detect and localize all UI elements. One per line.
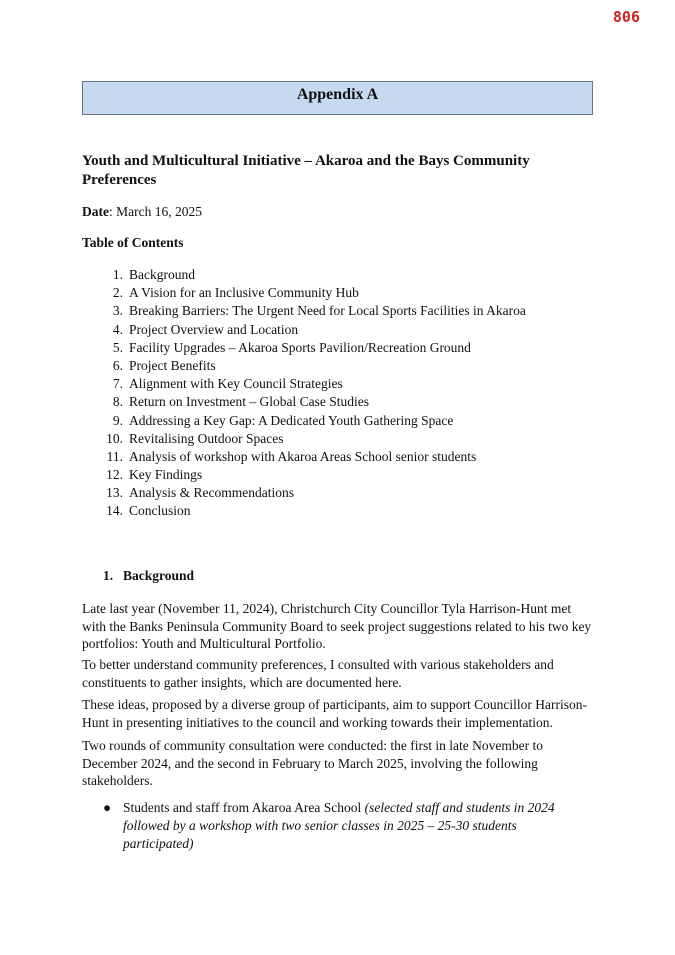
toc-item-number: 3. [112, 303, 123, 319]
toc-item-number: 9. [112, 412, 123, 428]
date-line [82, 204, 202, 220]
toc-item-number: 10. [106, 430, 123, 446]
table-of-contents [82, 266, 526, 521]
date-value: : March 16, 2025 [109, 204, 202, 219]
paragraph: These ideas, proposed by a diverse group of participants, aim to support Councillor Harrison-Hunt in presenting initiatives to the council and working towards their implementation. [82, 697, 588, 730]
toc-item-text: Return on Investment – Global Case Studies [129, 394, 369, 410]
toc-item-text: Breaking Barriers: The Urgent Need for Local Sports Facilities in Akaroa [129, 303, 526, 319]
toc-item-number: 2. [112, 285, 123, 301]
toc-item-number: 6. [112, 357, 123, 373]
toc-item [82, 302, 526, 320]
toc-item [82, 339, 526, 357]
toc-item-text: Addressing a Key Gap: A Dedicated Youth Gathering Space [129, 412, 454, 428]
toc-item [82, 284, 526, 302]
toc-item-number: 14. [106, 503, 123, 519]
toc-item-text: Revitalising Outdoor Spaces [129, 430, 284, 446]
toc-item-number: 5. [112, 339, 123, 355]
bullet-icon: ● [103, 800, 112, 815]
toc-item-text: Project Benefits [129, 357, 216, 373]
toc-item-text: Analysis & Recommendations [129, 485, 294, 501]
paragraph: Late last year (November 11, 2024), Christchurch City Councillor Tyla Harrison-Hunt met with the Banks Peninsula Community Board to seek project suggestions related to his two key portfolios: Youth and Multicultural Portfolio. [82, 601, 592, 651]
toc-item-number: 13. [106, 485, 123, 501]
toc-item-text: Facility Upgrades – Akaroa Sports Pavilion/Recreation Ground [129, 339, 471, 355]
toc-item-number: 1. [112, 267, 123, 282]
toc-item-text: Conclusion [129, 503, 191, 519]
toc-item-text: Project Overview and Location [129, 321, 299, 337]
toc-item [82, 448, 526, 466]
toc-item-number: 8. [112, 394, 123, 410]
paragraph: Two rounds of community consultation were conducted: the first in late November to December 2024, and the second in February to March 2025, involving the following stakeholders. [82, 738, 543, 788]
toc-item-text: Background [129, 267, 195, 282]
toc-item [82, 412, 526, 430]
toc-item [82, 430, 526, 448]
section-number: 1. [103, 568, 114, 583]
toc-item-number: 11. [106, 448, 123, 464]
toc-item [82, 357, 526, 375]
page-number: 806 [612, 8, 640, 26]
toc-item-text: Key Findings [129, 467, 203, 483]
toc-item-text: Analysis of workshop with Akaroa Areas School senior students [129, 448, 477, 464]
appendix-title: Appendix A [82, 81, 593, 115]
toc-item-text: Alignment with Key Council Strategies [129, 376, 343, 392]
toc-item [82, 393, 526, 411]
toc-item [82, 484, 526, 502]
section-title: Background [123, 568, 195, 583]
toc-item [82, 266, 526, 284]
bullet-text [123, 799, 573, 853]
bullet-main-text: Students and staff from Akaroa Area School [123, 800, 365, 815]
toc-item-text: A Vision for an Inclusive Community Hub [129, 285, 359, 301]
document-title: Youth and Multicultural Initiative – Akaroa and the Bays Community Preferences [82, 153, 530, 188]
toc-item [82, 375, 526, 393]
bullet-note: (selected staff and students in 2024 followed by a workshop with two senior classes in 2025 – 25-30 students participated) [123, 800, 555, 851]
toc-item-number: 7. [112, 376, 123, 392]
toc-item [82, 466, 526, 484]
section-heading-background [103, 568, 194, 584]
toc-item [82, 502, 526, 520]
toc-heading: Table of Contents [82, 235, 184, 250]
toc-item-number: 4. [112, 321, 123, 337]
date-label: Date [82, 204, 109, 219]
toc-item-number: 12. [106, 467, 123, 483]
paragraph: To better understand community preferences, I consulted with various stakeholders and constituents to gather insights, which are documented here. [82, 657, 554, 690]
toc-item [82, 321, 526, 339]
